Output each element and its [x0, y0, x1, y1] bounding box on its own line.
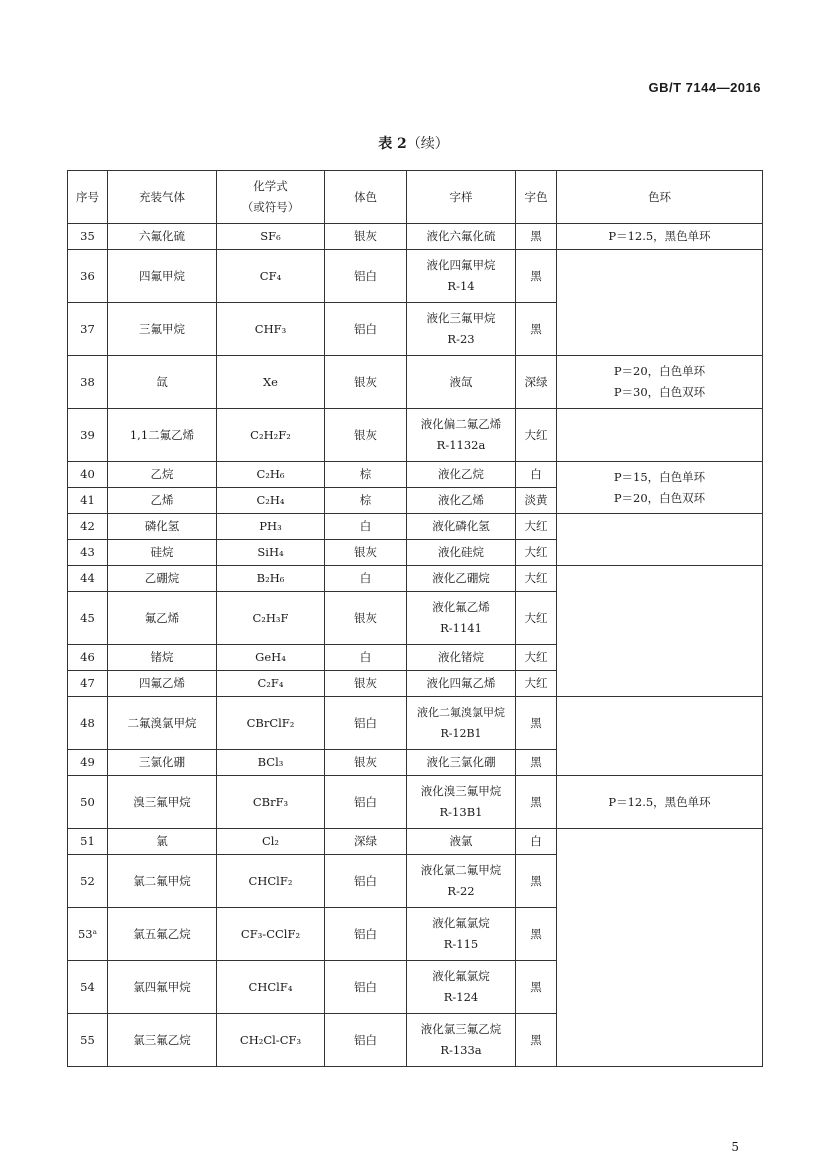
cell-ring-empty	[557, 514, 763, 566]
lettering-line1: 液化氯三氟乙烷	[420, 1022, 502, 1036]
cell-body-color: 铝白	[325, 303, 407, 356]
cell-ring: P＝12.5，黑色单环	[557, 224, 763, 250]
cell-formula: C₂H₂F₂	[217, 409, 325, 462]
table-title	[0, 133, 827, 153]
lettering-line2: R-13B1	[439, 805, 483, 819]
cell-ring-empty	[557, 697, 763, 776]
table-row	[68, 829, 763, 855]
table-header-row	[68, 171, 763, 224]
cell-gas: 三氯化硼	[108, 750, 217, 776]
cell-text-color: 大红	[516, 540, 557, 566]
cell-gas: 四氟甲烷	[108, 250, 217, 303]
cell-formula: GeH₄	[217, 645, 325, 671]
cell-body-color: 铝白	[325, 1014, 407, 1067]
table-row	[68, 356, 763, 409]
lettering-line2: R-1132a	[436, 438, 486, 452]
lettering-line1: 液化氟氯烷	[432, 916, 490, 930]
cell-formula: CHClF₄	[217, 961, 325, 1014]
table-row	[68, 409, 763, 462]
cell-body-color: 白	[325, 514, 407, 540]
cell-formula: PH₃	[217, 514, 325, 540]
lettering-line1: 液化二氟溴氯甲烷	[417, 706, 505, 719]
cell-body-color: 深绿	[325, 829, 407, 855]
cell-text-color: 白	[516, 829, 557, 855]
cell-formula: C₂F₄	[217, 671, 325, 697]
cell-body-color: 银灰	[325, 671, 407, 697]
lettering-line1: 液化三氟甲烷	[426, 311, 496, 325]
cell-body-color: 铝白	[325, 776, 407, 829]
cell-seq: 37	[68, 303, 108, 356]
table-title-label: 表 2	[378, 136, 407, 152]
col-header-formula-line2: （或符号）	[241, 200, 300, 214]
cell-lettering: 液化四氟乙烯	[407, 671, 516, 697]
ring-line1: P＝15，白色单环	[613, 469, 706, 484]
cell-lettering	[407, 776, 516, 829]
cell-seq: 45	[68, 592, 108, 645]
cell-seq: 35	[68, 224, 108, 250]
cell-body-color: 铝白	[325, 855, 407, 908]
cell-ring: P＝12.5，黑色单环	[557, 776, 763, 829]
col-header-formula	[217, 171, 325, 224]
cell-formula: CF₃-CClF₂	[217, 908, 325, 961]
cell-lettering: 液化六氟化硫	[407, 224, 516, 250]
cell-gas: 磷化氢	[108, 514, 217, 540]
gas-cylinder-color-table	[67, 170, 763, 1067]
cell-formula: CHClF₂	[217, 855, 325, 908]
cell-body-color: 棕	[325, 488, 407, 514]
cell-lettering: 液化磷化氢	[407, 514, 516, 540]
cell-text-color: 淡黄	[516, 488, 557, 514]
cell-seq: 51	[68, 829, 108, 855]
cell-gas: 溴三氟甲烷	[108, 776, 217, 829]
cell-body-color: 银灰	[325, 356, 407, 409]
cell-ring	[557, 462, 763, 514]
cell-lettering: 液氯	[407, 829, 516, 855]
cell-body-color: 铝白	[325, 697, 407, 750]
table-row	[68, 776, 763, 829]
cell-gas: 硅烷	[108, 540, 217, 566]
cell-text-color: 黑	[516, 750, 557, 776]
cell-formula: C₂H₃F	[217, 592, 325, 645]
cell-formula: B₂H₆	[217, 566, 325, 592]
cell-gas: 氟乙烯	[108, 592, 217, 645]
cell-lettering: 液化乙烯	[407, 488, 516, 514]
cell-text-color: 大红	[516, 566, 557, 592]
lettering-line2: R-22	[447, 884, 475, 898]
cell-seq: 38	[68, 356, 108, 409]
lettering-line2: R-23	[447, 332, 475, 346]
cell-gas: 三氟甲烷	[108, 303, 217, 356]
lettering-line1: 液化偏二氟乙烯	[420, 417, 502, 431]
cell-ring-empty	[557, 566, 763, 697]
cell-gas: 乙烯	[108, 488, 217, 514]
cell-text-color: 黑	[516, 250, 557, 303]
cell-seq: 52	[68, 855, 108, 908]
lettering-line1: 液化氟乙烯	[432, 600, 490, 614]
cell-seq: 42	[68, 514, 108, 540]
cell-body-color: 白	[325, 566, 407, 592]
cell-body-color: 棕	[325, 462, 407, 488]
col-header-gas: 充装气体	[108, 171, 217, 224]
cell-gas: 锗烷	[108, 645, 217, 671]
cell-body-color: 铝白	[325, 250, 407, 303]
cell-lettering: 液氙	[407, 356, 516, 409]
cell-lettering	[407, 303, 516, 356]
cell-body-color: 银灰	[325, 224, 407, 250]
cell-gas: 四氟乙烯	[108, 671, 217, 697]
cell-formula: SiH₄	[217, 540, 325, 566]
col-header-body-color: 体色	[325, 171, 407, 224]
cell-gas: 氯二氟甲烷	[108, 855, 217, 908]
cell-gas: 1,1二氟乙烯	[108, 409, 217, 462]
lettering-line2: R-14	[447, 279, 475, 293]
cell-ring	[557, 356, 763, 409]
cell-seq: 41	[68, 488, 108, 514]
cell-gas: 氯四氟甲烷	[108, 961, 217, 1014]
cell-text-color: 黑	[516, 303, 557, 356]
col-header-ring: 色环	[557, 171, 763, 224]
cell-formula: CF₄	[217, 250, 325, 303]
cell-body-color: 铝白	[325, 961, 407, 1014]
table-row	[68, 224, 763, 250]
lettering-line1: 液化氯二氟甲烷	[420, 863, 502, 877]
cell-body-color: 铝白	[325, 908, 407, 961]
cell-gas: 乙烷	[108, 462, 217, 488]
cell-seq: 39	[68, 409, 108, 462]
cell-ring-empty	[557, 829, 763, 1067]
cell-gas: 二氟溴氯甲烷	[108, 697, 217, 750]
cell-formula: Xe	[217, 356, 325, 409]
cell-text-color: 黑	[516, 855, 557, 908]
col-header-text-color: 字色	[516, 171, 557, 224]
ring-line1: P＝20，白色单环	[613, 364, 706, 378]
cell-seq: 50	[68, 776, 108, 829]
cell-ring-empty	[557, 250, 763, 356]
cell-gas: 氯五氟乙烷	[108, 908, 217, 961]
cell-text-color: 大红	[516, 671, 557, 697]
cell-text-color: 大红	[516, 592, 557, 645]
col-header-formula-line1: 化学式	[253, 179, 288, 193]
cell-body-color: 银灰	[325, 409, 407, 462]
cell-seq: 54	[68, 961, 108, 1014]
cell-lettering	[407, 250, 516, 303]
ring-line2: P＝20，白色双环	[613, 490, 706, 505]
lettering-line2: R-115	[443, 937, 479, 951]
cell-lettering	[407, 1014, 516, 1067]
cell-formula: C₂H₆	[217, 462, 325, 488]
cell-seq: 47	[68, 671, 108, 697]
cell-gas: 乙硼烷	[108, 566, 217, 592]
cell-body-color: 银灰	[325, 592, 407, 645]
cell-seq: 49	[68, 750, 108, 776]
cell-text-color: 大红	[516, 514, 557, 540]
table-row	[68, 462, 763, 488]
cell-lettering	[407, 855, 516, 908]
standard-code: GB/T 7144—2016	[648, 80, 761, 95]
cell-formula: CBrF₃	[217, 776, 325, 829]
cell-formula: CBrClF₂	[217, 697, 325, 750]
cell-seq: 44	[68, 566, 108, 592]
cell-seq: 55	[68, 1014, 108, 1067]
table-row	[68, 697, 763, 750]
cell-seq: 40	[68, 462, 108, 488]
lettering-line2: R-124	[443, 990, 479, 1004]
cell-formula: Cl₂	[217, 829, 325, 855]
table-row	[68, 566, 763, 592]
cell-seq: 53ᵃ	[68, 908, 108, 961]
cell-lettering	[407, 592, 516, 645]
cell-text-color: 大红	[516, 409, 557, 462]
cell-formula: CHF₃	[217, 303, 325, 356]
cell-text-color: 大红	[516, 645, 557, 671]
cell-text-color: 黑	[516, 1014, 557, 1067]
lettering-line2: R-12B1	[440, 727, 482, 740]
cell-lettering	[407, 697, 516, 750]
cell-lettering	[407, 409, 516, 462]
cell-formula: SF₆	[217, 224, 325, 250]
cell-seq: 43	[68, 540, 108, 566]
lettering-line2: R-133a	[440, 1043, 482, 1057]
cell-formula: CH₂Cl-CF₃	[217, 1014, 325, 1067]
cell-gas: 六氟化硫	[108, 224, 217, 250]
cell-body-color: 白	[325, 645, 407, 671]
cell-gas: 氯	[108, 829, 217, 855]
cell-lettering: 液化硅烷	[407, 540, 516, 566]
cell-text-color: 黑	[516, 776, 557, 829]
cell-text-color: 黑	[516, 908, 557, 961]
cell-text-color: 黑	[516, 224, 557, 250]
cell-lettering: 液化锗烷	[407, 645, 516, 671]
cell-lettering: 液化三氯化硼	[407, 750, 516, 776]
cell-text-color: 深绿	[516, 356, 557, 409]
cell-gas: 氯三氟乙烷	[108, 1014, 217, 1067]
cell-lettering	[407, 961, 516, 1014]
cell-text-color: 黑	[516, 961, 557, 1014]
cell-seq: 46	[68, 645, 108, 671]
cell-text-color: 黑	[516, 697, 557, 750]
ring-line2: P＝30，白色双环	[613, 385, 706, 399]
cell-lettering: 液化乙硼烷	[407, 566, 516, 592]
cell-seq: 48	[68, 697, 108, 750]
cell-ring-empty	[557, 409, 763, 462]
col-header-seq: 序号	[68, 171, 108, 224]
cell-formula: BCl₃	[217, 750, 325, 776]
cell-formula: C₂H₄	[217, 488, 325, 514]
cell-seq: 36	[68, 250, 108, 303]
lettering-line1: 液化氟氯烷	[432, 969, 490, 983]
page-number: 5	[731, 1140, 739, 1154]
table-row	[68, 514, 763, 540]
cell-lettering	[407, 908, 516, 961]
cell-gas: 氙	[108, 356, 217, 409]
lettering-line1: 液化四氟甲烷	[426, 258, 496, 272]
col-header-lettering: 字样	[407, 171, 516, 224]
cell-text-color: 白	[516, 462, 557, 488]
cell-lettering: 液化乙烷	[407, 462, 516, 488]
table-row	[68, 250, 763, 303]
table-title-suffix: （续）	[406, 136, 449, 152]
lettering-line2: R-1141	[440, 621, 482, 635]
cell-body-color: 银灰	[325, 540, 407, 566]
cell-body-color: 银灰	[325, 750, 407, 776]
lettering-line1: 液化溴三氟甲烷	[420, 784, 502, 798]
